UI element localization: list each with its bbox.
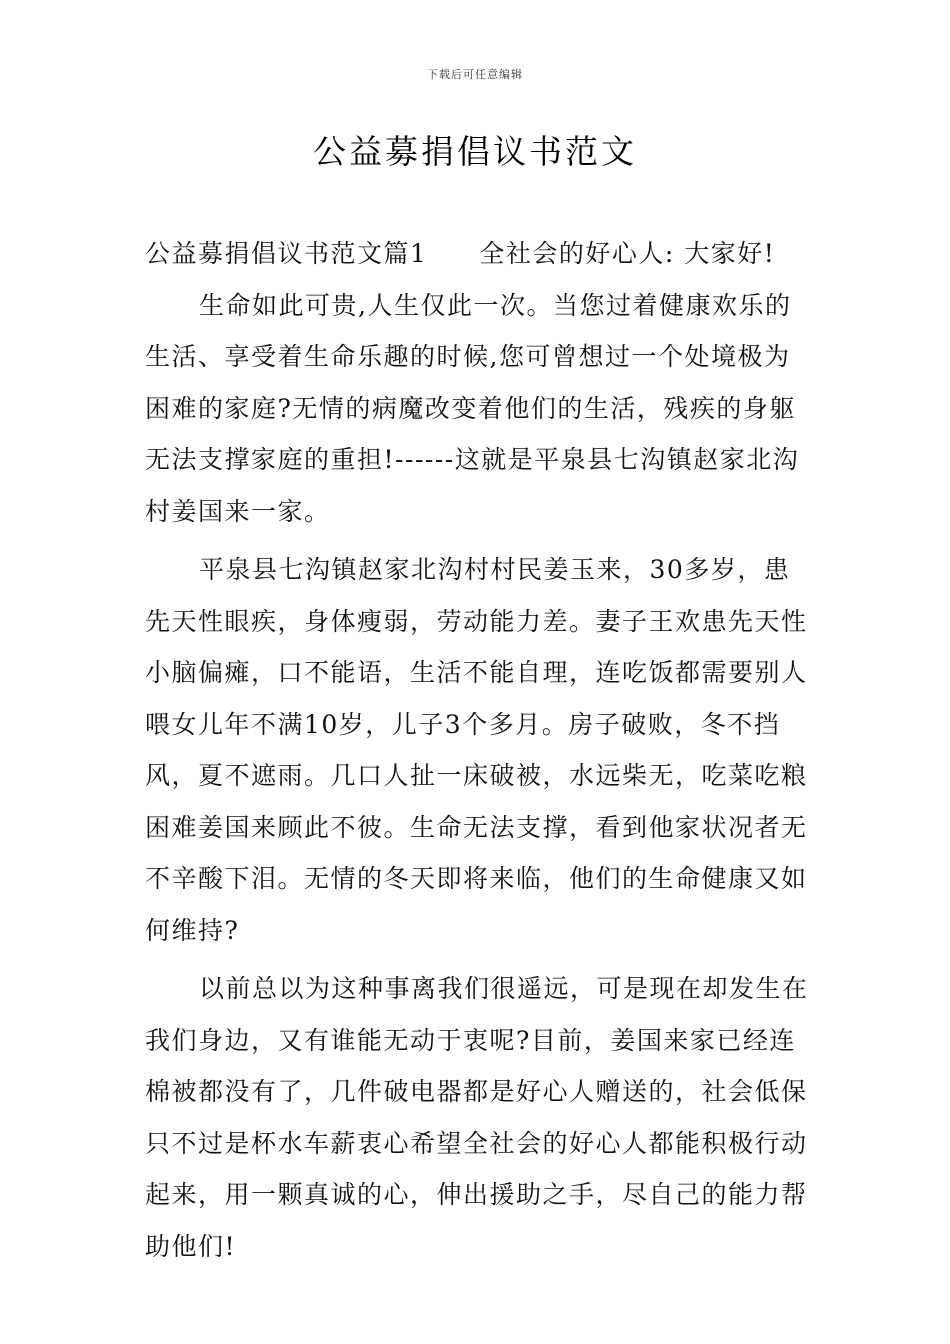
- intro-line: [145, 228, 810, 280]
- paragraph-1: 生命如此可贵,人生仅此一次。当您过着健康欢乐的生活、享受着生命乐趣的时候,您可曾想过一个处境极为困难的家庭?无情的病魔改变着他们的生活，残疾的身躯无法支撑家庭的重担!------这就是平泉县七沟镇赵家北沟村姜国来一家。: [145, 290, 800, 526]
- document-body: [145, 228, 810, 1272]
- paragraph-2: 平泉县七沟镇赵家北沟村村民姜玉来，30多岁，患先天性眼疾，身体瘦弱，劳动能力差。妻子王欢患先天性小脑偏瘫，口不能语，生活不能自理，连吃饭都需要别人喂女儿年不满10岁，儿子3个多月。房子破败，冬不挡风，夏不遮雨。几口人扯一床破被，水远柴无，吃菜吃粮困难姜国来顾此不彼。生命无法支撑，看到他家状况者无不辛酸下泪。无情的冬天即将来临，他们的生命健康又如何维持?: [145, 555, 808, 945]
- section-heading: 公益募捐倡议书范文篇1: [145, 239, 428, 268]
- greeting: 全社会的好心人: 大家好!: [479, 239, 776, 268]
- paragraph-3: 以前总以为这种事离我们很遥远，可是现在却发生在我们身边，又有谁能无动于衷呢?目前，姜国来家已经连棉被都没有了，几件破电器都是好心人赠送的，社会低保只不过是杯水车薪衷心希望全社会的好心人都能积极行动起来，用一颗真诚的心，伸出援助之手，尽自己的能力帮助他们!: [145, 974, 809, 1261]
- document-title: 公益募捐倡议书范文: [313, 132, 637, 171]
- header-note: 下载后可任意编辑: [427, 68, 523, 81]
